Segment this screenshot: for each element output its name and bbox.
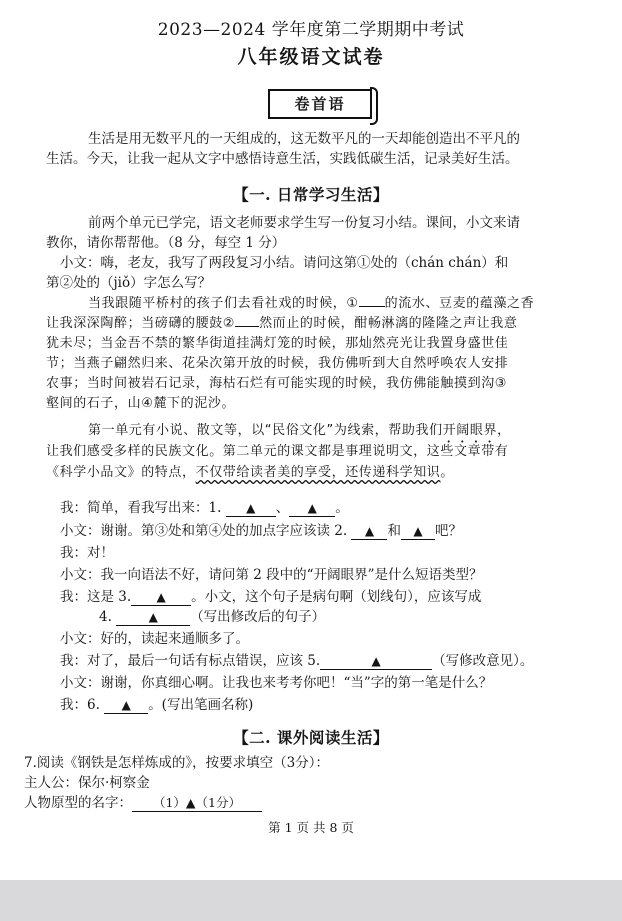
dotted-phrase: 开阔眼界 xyxy=(442,423,498,438)
question-line: 第②处的（jiǒ）字怎么写？ xyxy=(46,275,212,291)
answer-blank[interactable]: ▲ xyxy=(320,653,432,670)
preface-banner: 卷首语 xyxy=(268,89,372,119)
answer-blank[interactable]: ▲ xyxy=(131,589,191,606)
dialogue-line: 4. ▲ （写出修改后的句子） xyxy=(99,609,326,625)
preface-line: 生活。今天，让我一起从文字中感悟诗意生活，实践低碳生活，记录美好生活。 xyxy=(46,151,519,167)
page-number: 第 1 页 共 8 页 xyxy=(268,820,354,835)
answer-blank[interactable]: ▲ xyxy=(401,523,435,540)
excerpt-line: 节；当燕子翩然归来、花朵次第开放的时候，我仿佛听到大自然呼唤农人安排 xyxy=(46,356,509,371)
protagonist-line: 主人公：保尔·柯察金 xyxy=(24,775,150,791)
prototype-line: 人物原型的名字： （1）▲（1分） xyxy=(24,795,262,812)
excerpt-line: 当我跟随平桥村的孩子们去看社戏的时候，① 的流水、豆麦的蕴藻之香 xyxy=(88,296,535,311)
section-2-title: 【二. 课外阅读生活】 xyxy=(233,728,389,747)
excerpt-line: 壑间的石子，山④麓下的泥沙。 xyxy=(46,396,236,411)
question-7: 7.阅读《钢铁是怎样炼成的》，按要求填空（3分）： xyxy=(24,755,329,771)
excerpt-line: 农事；当时间被岩石记录，海枯石烂有可能实现的时候，我仿佛能触摸到沟③ xyxy=(46,376,508,391)
dialogue-line: 小文：好的，读起来通顺多了。 xyxy=(60,631,249,647)
dialogue-line: 我：简单，看我写出来：1. ▲ 、 ▲ 。 xyxy=(60,500,349,516)
excerpt-line: 犹未尽；当金吾不禁的繁华街道挂满灯笼的时候，那灿然亮光让我置身盛世佳 xyxy=(46,336,509,351)
answer-blank[interactable]: ▲ xyxy=(116,609,190,626)
excerpt-line: 让我们感受多样的民族文化。第二单元的课文都是事理说明文，这些文章带有 xyxy=(46,444,509,459)
dialogue-line: 小文：谢谢。第③处和第④处的加点字应该读 2. ▲ 和 ▲ 吧？ xyxy=(60,523,462,539)
dialogue-line: 我：这是 3. ▲ 。小文，这个句子是病句啊（划线句），应该写成 xyxy=(60,589,482,605)
answer-blank[interactable]: ▲ xyxy=(351,523,387,540)
dialogue-line: 小文：我一向语法不好，请问第 2 段中的“开阔眼界”是什么短语类型？ xyxy=(60,567,483,583)
dialogue-line: 小文：谢谢，你真细心啊。让我也来考考你吧！“当”字的第一笔是什么？ xyxy=(60,675,493,691)
dialogue-line: 我：对了，最后一句话有标点错误，应该 5. ▲ （写修改意见）。 xyxy=(60,653,534,669)
intro-line: 前两个单元已学完，语文老师要求学生写一份复习小结。课间，小文来请 xyxy=(88,215,520,231)
excerpt-line: 让我深深陶醉；当磅礴的腰鼓② 然而止的时候，酣畅淋漓的隆隆之声让我意 xyxy=(46,316,518,331)
answer-blank[interactable]: ▲ xyxy=(289,500,335,517)
prototype-answer-blank[interactable]: （1）▲（1分） xyxy=(132,795,262,812)
excerpt-line: 第一单元有小说、散文等，以“民俗文化”为线索，帮助我们开阔眼界， xyxy=(88,423,511,438)
dialogue-line: 我：6. ▲ 。(写出笔画名称) xyxy=(60,697,254,713)
excerpt-line: 《科学小品文》的特点，不仅带给读者美的享受，还传递科学知识。 xyxy=(46,465,455,480)
answer-blank[interactable]: ▲ xyxy=(104,697,148,714)
intro-line: 教你，请你帮帮他。（8 分，每空 1 分） xyxy=(46,235,286,251)
blank-2[interactable] xyxy=(235,326,259,327)
underlined-sentence: 不仅带给读者美的享受，还传递科学知识 xyxy=(195,465,441,480)
blank-1[interactable] xyxy=(359,306,385,307)
preface-line: 生活是用无数平凡的一天组成的，这无数平凡的一天却能创造出不平凡的 xyxy=(88,131,520,147)
answer-blank[interactable]: ▲ xyxy=(226,500,276,517)
bottom-bar xyxy=(0,880,622,921)
section-1-title: 【一. 日常学习生活】 xyxy=(233,185,389,204)
dialogue-line: 我：对！ xyxy=(60,545,114,561)
paper-title: 八年级语文试卷 xyxy=(237,46,385,68)
question-line: 小文：嗨，老友，我写了两段复习小结。请问这第①处的（chán chán）和 xyxy=(60,255,509,271)
exam-title: 2023—2024 学年度第二学期期中考试 xyxy=(157,20,465,40)
